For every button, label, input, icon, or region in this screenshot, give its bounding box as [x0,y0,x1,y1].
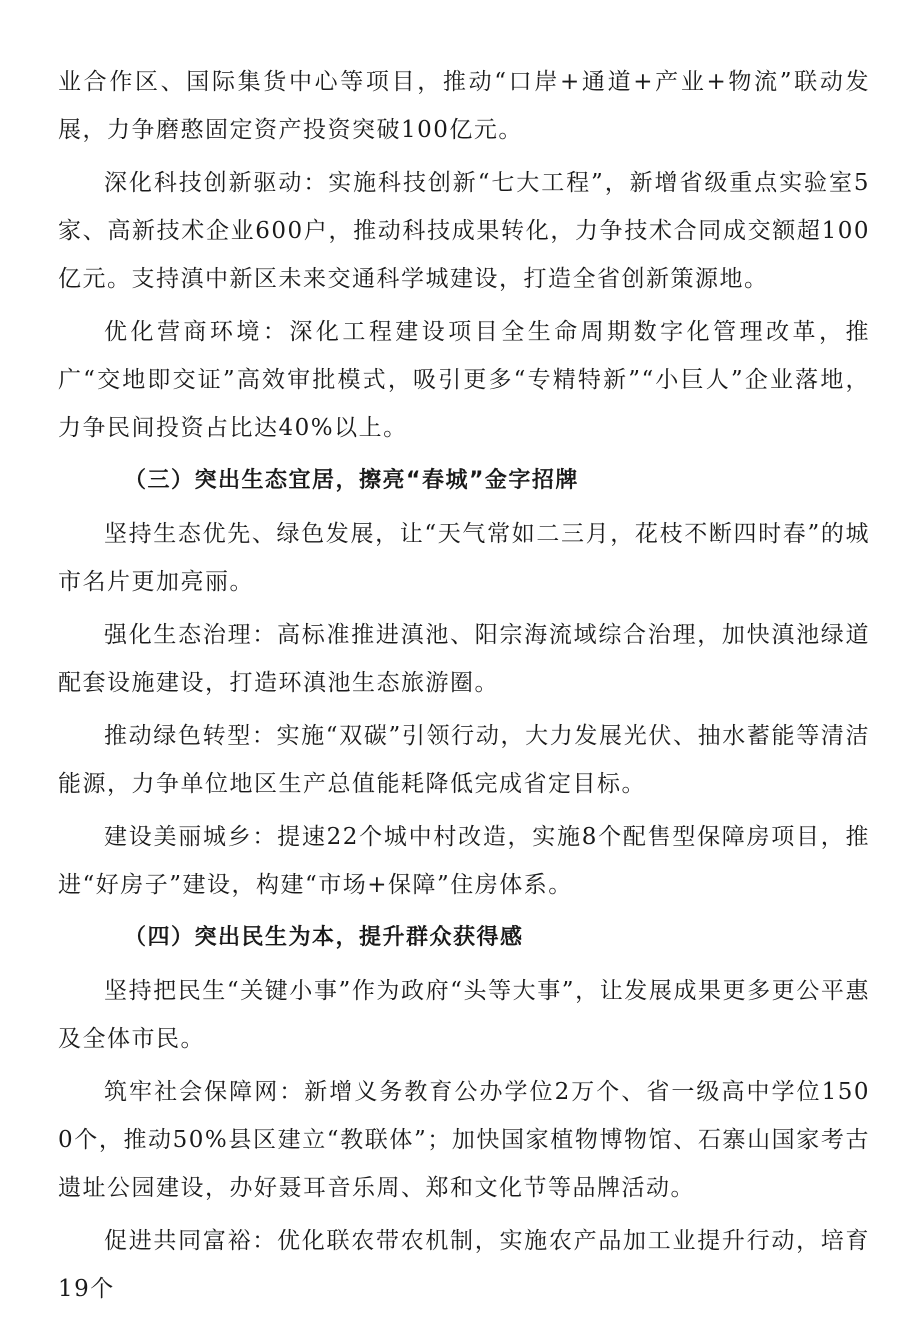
paragraph-continuation: 业合作区、国际集货中心等项目，推动“口岸+通道+产业+物流”联动发展，力争磨憨固定资产投资突破100亿元。 [58,69,870,143]
paragraph-ecology-intro: 坚持生态优先、绿色发展，让“天气常如二三月，花枝不断四时春”的城市名片更加亮丽。 [58,521,870,595]
paragraph-common-prosperity: 促进共同富裕：优化联农带农机制，实施农产品加工业提升行动，培育19个 [58,1228,870,1302]
paragraph-business-environment: 优化营商环境：深化工程建设项目全生命周期数字化管理改革，推广“交地即交证”高效审批模式，吸引更多“专精特新”“小巨人”企业落地，力争民间投资占比达40%以上。 [58,319,870,441]
paragraph-beautiful-urban-rural: 建设美丽城乡：提速22个城中村改造，实施8个配售型保障房项目，推进“好房子”建设，构建“市场+保障”住房体系。 [58,824,870,898]
paragraph-green-transition: 推动绿色转型：实施“双碳”引领行动，大力发展光伏、抽水蓄能等清洁能源，力争单位地区生产总值能耗降低完成省定目标。 [58,723,870,797]
section-heading-3: （三）突出生态宜居，擦亮“春城”金字招牌 [124,468,579,493]
section-heading-4: （四）突出民生为本，提升群众获得感 [124,925,524,950]
paragraph-ecology-governance: 强化生态治理：高标准推进滇池、阳宗海流域综合治理，加快滇池绿道配套设施建设，打造环滇池生态旅游圈。 [58,622,870,696]
document-body [58,58,870,1318]
paragraph-social-security: 筑牢社会保障网：新增义务教育公办学位2万个、省一级高中学位1500个，推动50%县区建立“教联体”；加快国家植物博物馆、石寨山国家考古遗址公园建设，办好聂耳音乐周、郑和文化节等品牌活动。 [58,1079,870,1201]
paragraph-tech-innovation: 深化科技创新驱动：实施科技创新“七大工程”，新增省级重点实验室5家、高新技术企业600户，推动科技成果转化，力争技术合同成交额超100亿元。支持滇中新区未来交通科学城建设，打造全省创新策源地。 [58,170,870,292]
paragraph-livelihood-intro: 坚持把民生“关键小事”作为政府“头等大事”，让发展成果更多更公平惠及全体市民。 [58,978,870,1052]
